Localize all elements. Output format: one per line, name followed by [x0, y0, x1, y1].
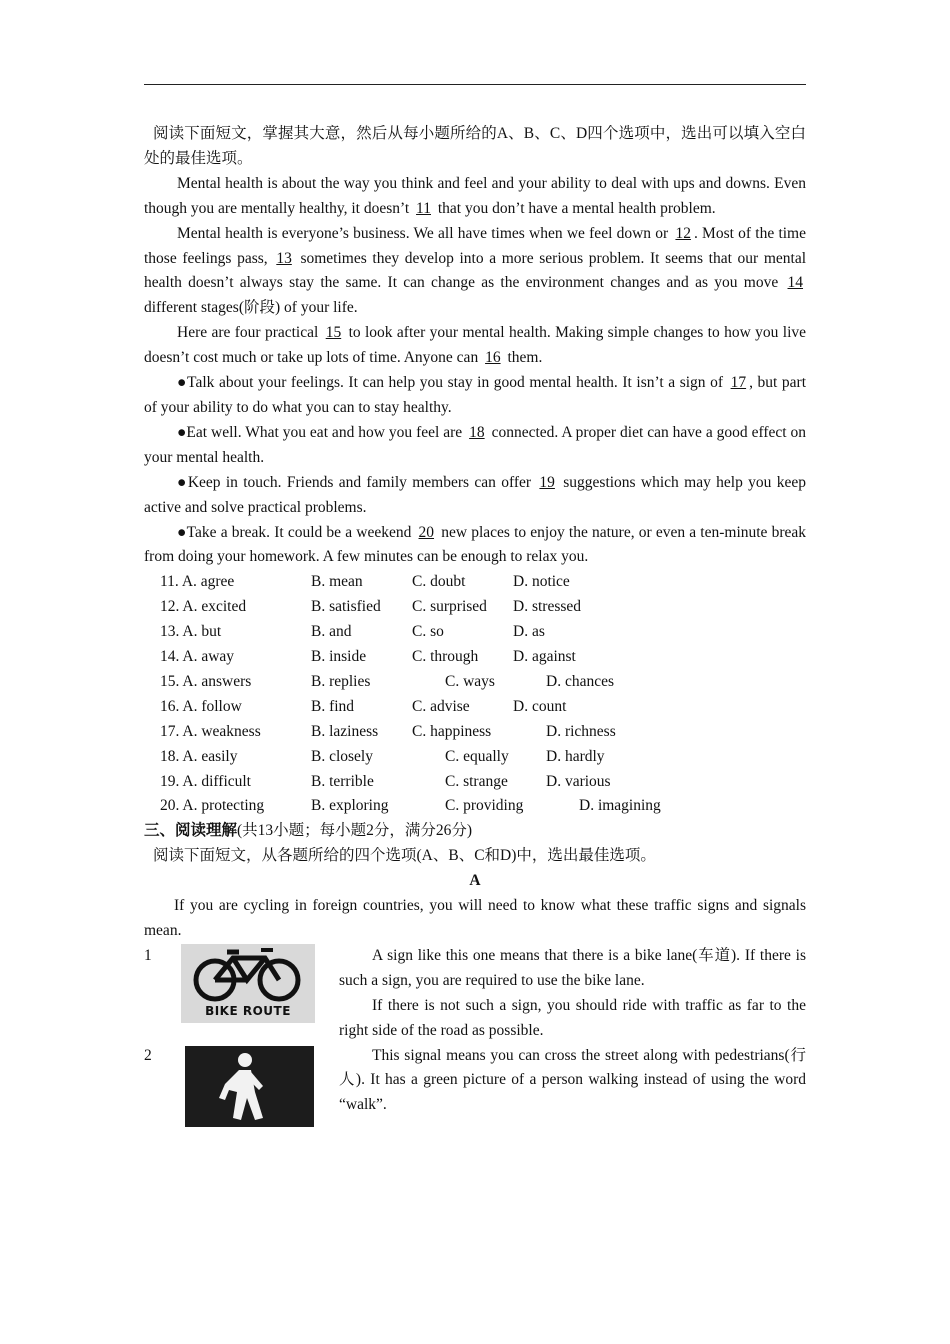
- section-heading-rest: (共13小题；每小题2分，满分26分): [237, 822, 473, 840]
- option-d: D. hardly: [546, 747, 605, 765]
- p4-text-a: ●Talk about your feelings. It can help you stay in good mental health. It isn’t a sign of: [177, 374, 724, 392]
- section-heading: [144, 819, 806, 844]
- option-d: D. notice: [513, 573, 570, 591]
- p2-text-c: sometimes they develop into a more serious problem. It seems that our mental health doesn’t always stay the same. It can change as the environment changes and as you move: [144, 249, 807, 292]
- sign-item-2: [144, 1044, 806, 1127]
- paragraph-7: [144, 521, 806, 571]
- option-a: 11. A. agree: [160, 573, 235, 591]
- option-d: D. count: [513, 697, 567, 715]
- option-b: B. inside: [311, 648, 367, 666]
- option-b: B. terrible: [311, 772, 374, 790]
- blank-16: 16: [485, 349, 501, 367]
- blank-13: 13: [276, 249, 292, 267]
- option-a: 16. A. follow: [160, 697, 242, 715]
- header-rule: [144, 84, 806, 85]
- option-b: B. satisfied: [311, 598, 381, 616]
- option-b: B. find: [311, 697, 355, 715]
- option-a: 13. A. but: [160, 623, 222, 641]
- blank-11: 11: [416, 199, 431, 217]
- sign-number: 2: [144, 1046, 152, 1064]
- option-d: D. chances: [546, 672, 614, 690]
- option-row-14: [144, 645, 806, 670]
- option-c: C. ways: [445, 672, 495, 690]
- sign-item-1: [144, 944, 806, 1044]
- option-a: 15. A. answers: [160, 672, 252, 690]
- p2-text-d: different stages(阶段) of your life.: [144, 299, 358, 317]
- paragraph-4: [144, 371, 806, 421]
- p1-text-a: Mental health is about the way you think and feel and your ability to deal with ups and downs. Even though you are mentally healthy, it doesn’t: [144, 174, 806, 217]
- sign-2-paragraph-1: This signal means you can cross the street along with pedestrians(行人). It has a green picture of a person walking instead of using the word “walk”.: [339, 1046, 806, 1114]
- options-list: [144, 570, 806, 819]
- option-row-12: [144, 595, 806, 620]
- option-b: B. closely: [311, 747, 373, 765]
- paragraph-5: [144, 421, 806, 471]
- p6-text-b: suggestions which may help you keep active and solve practical problems.: [144, 473, 807, 516]
- blank-20: 20: [418, 523, 435, 541]
- option-c: C. happiness: [412, 722, 492, 740]
- option-d: D. various: [546, 772, 611, 790]
- option-row-17: [144, 720, 806, 745]
- blank-17: 17: [730, 374, 747, 392]
- option-row-16: [144, 695, 806, 720]
- option-row-19: [144, 770, 806, 795]
- sign-1-paragraph-2: If there is not such a sign, you should ride with traffic as far to the right side of the road as possible.: [339, 996, 806, 1039]
- paragraph-3: [144, 321, 806, 371]
- p5-text-b: connected. A proper diet can have a good effect on your mental health.: [144, 423, 807, 466]
- passage-intro: If you are cycling in foreign countries, you will need to know what these traffic signs and signals mean.: [144, 897, 806, 939]
- section-heading-bold: 三、阅读理解: [144, 822, 238, 840]
- p2-text-a: Mental health is everyone’s business. We all have times when we feel down or: [177, 224, 669, 242]
- paragraph-1: [144, 172, 806, 222]
- document-body: [144, 122, 806, 1127]
- walking-person-icon: [185, 1046, 314, 1127]
- paragraph-6: [144, 471, 806, 521]
- reading-instruction: 阅读下面短文，从各题所给的四个选项(A、B、C和D)中，选出最佳选项。: [153, 847, 656, 865]
- bike-route-label: BIKE ROUTE: [205, 1003, 291, 1018]
- sign-number: 1: [144, 946, 152, 964]
- option-d: D. imagining: [579, 797, 661, 815]
- p2-text-b: . Most of the time those feelings pass,: [144, 224, 806, 267]
- option-a: 17. A. weakness: [160, 722, 261, 740]
- option-row-20: [144, 794, 806, 819]
- option-c: C. advise: [412, 697, 470, 715]
- pedestrian-signal: [185, 1046, 314, 1127]
- cloze-instruction: 阅读下面短文，掌握其大意，然后从每小题所给的A、B、C、D四个选项中，选出可以填入空白处的最佳选项。: [144, 125, 806, 167]
- blank-19: 19: [539, 473, 555, 491]
- option-d: D. richness: [546, 722, 616, 740]
- option-row-15: [144, 670, 806, 695]
- option-b: B. laziness: [311, 722, 379, 740]
- option-d: D. stressed: [513, 598, 582, 616]
- option-d: D. as: [513, 623, 545, 641]
- p4-text-b: , but part of your ability to do what you can to stay healthy.: [144, 374, 807, 416]
- option-c: C. surprised: [412, 598, 487, 616]
- option-c: C. through: [412, 648, 479, 666]
- bike-route-sign: [181, 944, 315, 1023]
- blank-12: 12: [675, 224, 691, 242]
- p5-text-a: ●Eat well. What you eat and how you feel are: [177, 423, 463, 441]
- option-a: 12. A. excited: [160, 598, 247, 616]
- option-a: 18. A. easily: [160, 747, 238, 765]
- option-c: C. doubt: [412, 573, 466, 591]
- option-c: C. so: [412, 623, 444, 641]
- p6-text-a: ●Keep in touch. Friends and family members can offer: [177, 473, 532, 491]
- option-row-18: [144, 745, 806, 770]
- option-a: 20. A. protecting: [160, 797, 265, 815]
- option-row-13: [144, 620, 806, 645]
- blank-18: 18: [469, 423, 485, 441]
- p3-text-c: them.: [507, 349, 543, 367]
- option-b: B. replies: [311, 672, 371, 690]
- option-a: 14. A. away: [160, 648, 235, 666]
- blank-14: 14: [787, 274, 804, 292]
- option-b: B. and: [311, 623, 352, 641]
- passage-title: A: [469, 872, 481, 890]
- option-c: C. strange: [445, 772, 508, 790]
- p7-text-b: new places to enjoy the nature, or even a ten-minute break from doing your homework. A few minutes can be enough to relax you.: [144, 523, 807, 566]
- p1-text-b: that you don’t have a mental health problem.: [437, 199, 716, 217]
- p3-text-a: Here are four practical: [177, 324, 319, 342]
- option-b: B. exploring: [311, 797, 389, 815]
- option-row-11: [144, 570, 806, 595]
- option-a: 19. A. difficult: [160, 772, 251, 790]
- p7-text-a: ●Take a break. It could be a weekend: [177, 523, 412, 541]
- paragraph-2: [144, 222, 806, 322]
- option-c: C. providing: [445, 797, 524, 815]
- p3-text-b: to look after your mental health. Making simple changes to how you live doesn’t cost much or take up lots of time. Anyone can: [144, 324, 807, 367]
- option-b: B. mean: [311, 573, 363, 591]
- sign-1-paragraph-1: A sign like this one means that there is a bike lane(车道). If there is such a sign, you are required to use the bike lane.: [339, 946, 806, 989]
- option-d: D. against: [513, 648, 576, 666]
- blank-15: 15: [325, 324, 342, 342]
- option-c: C. equally: [445, 747, 509, 765]
